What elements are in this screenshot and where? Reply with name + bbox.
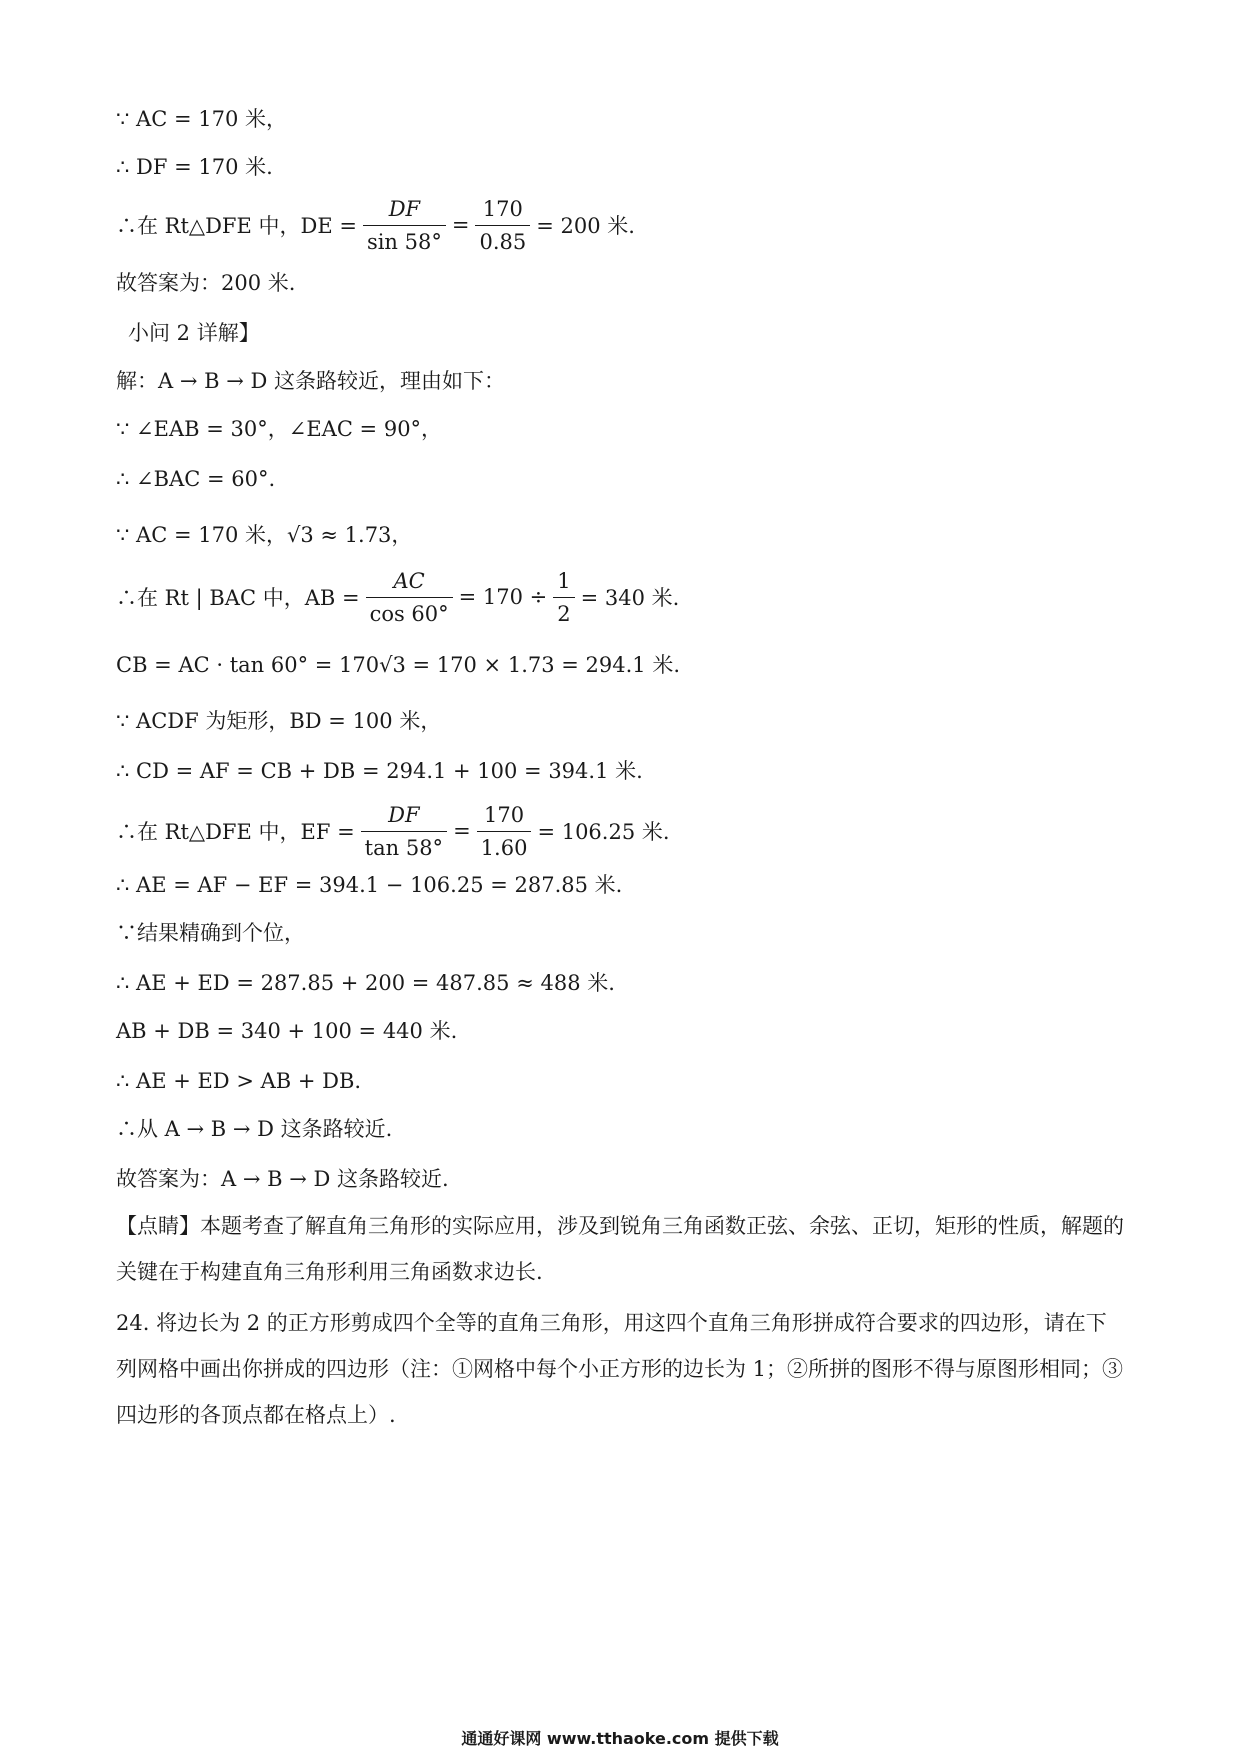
- fraction-170-085: [475, 195, 530, 256]
- line-cd: ∴ CD = AF = CB + DB = 294.1 + 100 = 394.1 米.: [116, 759, 643, 783]
- fraction-denominator: 1.60: [477, 831, 532, 862]
- line-precision: ∵结果精确到个位，: [116, 921, 305, 945]
- fraction-numerator: DF: [388, 196, 421, 221]
- formula-suffix: = 106.25 米.: [537, 820, 670, 844]
- subquestion-2-heading: 小问 2 详解】: [128, 321, 260, 345]
- answer-1: 故答案为：200 米.: [116, 271, 296, 295]
- line-ac-170: ∵ AC = 170 米，: [116, 107, 287, 131]
- equals-sign: =: [451, 213, 470, 237]
- fraction-numerator: 170: [484, 802, 525, 827]
- fraction-ac-cos60: [366, 567, 453, 628]
- fraction-denominator: 2: [553, 597, 574, 628]
- fraction-df-tan58: [361, 801, 447, 862]
- line-cb: CB = AC · tan 60° = 170√3 = 170 × 1.73 = 294.1 米.: [116, 653, 681, 677]
- line-df-170: ∴ DF = 170 米.: [116, 155, 273, 179]
- line-ab-db: AB + DB = 340 + 100 = 440 米.: [116, 1019, 458, 1043]
- formula-middle: = 170 ÷: [458, 585, 548, 609]
- fraction-numerator: DF: [388, 802, 420, 827]
- page-footer: 通通好课网 www.tthaoke.com 提供下载: [461, 1729, 779, 1748]
- comment-paragraph: 【点睛】本题考查了解直角三角形的实际应用，涉及到锐角三角函数正弦、余弦、正切，矩形的性质，解题的关键在于构建直角三角形利用三角函数求边长.: [116, 1214, 1124, 1284]
- fraction-denominator: cos 60°: [366, 597, 453, 628]
- fraction-denominator: 0.85: [475, 225, 530, 256]
- formula-suffix: = 200 米.: [536, 214, 635, 238]
- formula-prefix: ∴在 Rt△DFE 中，DE =: [116, 214, 357, 238]
- fraction-one-half: [553, 567, 574, 628]
- fraction-denominator: sin 58°: [363, 225, 446, 256]
- answer-2: 故答案为：A → B → D 这条路较近.: [116, 1167, 449, 1191]
- line-ae: ∴ AE = AF − EF = 394.1 − 106.25 = 287.85 米.: [116, 873, 623, 897]
- line-acdf-rectangle: ∵ ACDF 为矩形，BD = 100 米，: [116, 709, 442, 733]
- fraction-df-sin58: [363, 195, 446, 256]
- line-ef-formula: [116, 796, 670, 866]
- line-ac-sqrt3: ∵ AC = 170 米，√3 ≈ 1.73，: [116, 523, 413, 547]
- line-compare: ∴ AE + ED > AB + DB.: [116, 1069, 362, 1093]
- line-bac-60: ∴ ∠BAC = 60°.: [116, 467, 276, 491]
- question-24: 24. 将边长为 2 的正方形剪成四个全等的直角三角形，用这四个直角三角形拼成符合要求的四边形，请在下列网格中画出你拼成的四边形（注：①网格中每个小正方形的边长为 1；②所拼的图形不得与原图形相同；③四边形的各顶点都在格点上）.: [116, 1311, 1124, 1427]
- line-ae-ed: ∴ AE + ED = 287.85 + 200 = 487.85 ≈ 488 米.: [116, 971, 615, 995]
- fraction-170-160: [477, 801, 532, 862]
- formula-prefix: ∴在 Rt | BAC 中，AB =: [116, 586, 360, 610]
- line-de-formula: [116, 190, 635, 260]
- line-conclusion: ∴从 A → B → D 这条路较近.: [116, 1117, 393, 1141]
- formula-prefix: ∴在 Rt△DFE 中，EF =: [116, 820, 355, 844]
- line-ab-formula: [116, 562, 679, 632]
- solution-intro: 解：A → B → D 这条路较近，理由如下：: [116, 369, 506, 393]
- fraction-denominator: tan 58°: [361, 831, 447, 862]
- line-angles: ∵ ∠EAB = 30°，∠EAC = 90°，: [116, 417, 443, 441]
- formula-suffix: = 340 米.: [580, 586, 680, 610]
- fraction-numerator: AC: [393, 568, 425, 593]
- fraction-numerator: 170: [482, 196, 523, 221]
- fraction-numerator: 1: [557, 568, 571, 593]
- equals-sign: =: [453, 819, 471, 843]
